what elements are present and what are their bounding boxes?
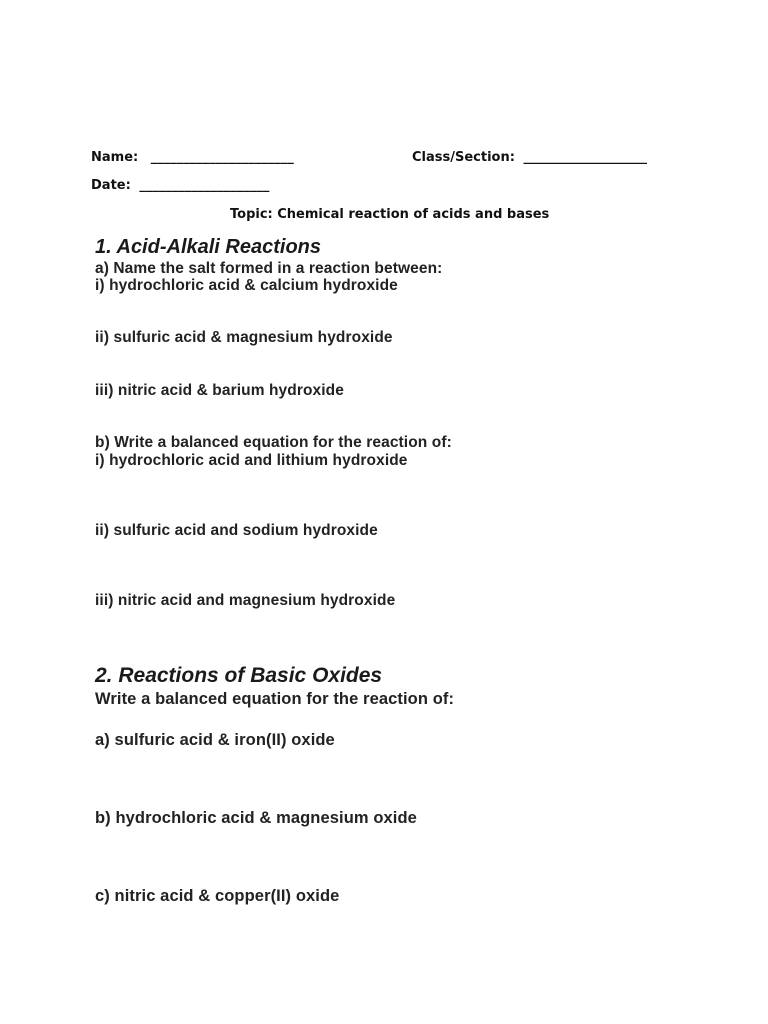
- section-2-item: a) sulfuric acid & iron(II) oxide: [95, 731, 335, 749]
- section-1-title: 1. Acid-Alkali Reactions: [95, 236, 321, 258]
- section-2-item: c) nitric acid & copper(II) oxide: [95, 887, 340, 905]
- topic-line: Topic: Chemical reaction of acids and bases: [230, 207, 550, 222]
- section-1-part-b-item: ii) sulfuric acid and sodium hydroxide: [95, 522, 378, 539]
- class-section-field: [412, 150, 647, 165]
- name-field: [91, 150, 294, 165]
- section-1-part-a-item: ii) sulfuric acid & magnesium hydroxide: [95, 329, 393, 346]
- class-section-blank: ___________________: [523, 150, 647, 165]
- section-1-part-a-item: iii) nitric acid & barium hydroxide: [95, 382, 344, 399]
- section-2-item: b) hydrochloric acid & magnesium oxide: [95, 809, 417, 827]
- name-blank: ______________________: [150, 150, 294, 165]
- class-section-label: Class/Section:: [412, 150, 515, 165]
- date-field: [91, 178, 269, 193]
- date-blank: ____________________: [139, 178, 270, 193]
- section-2-prompt: Write a balanced equation for the reaction of:: [95, 690, 455, 708]
- section-1-part-a-prompt: a) Name the salt formed in a reaction between:: [95, 260, 443, 277]
- date-label: Date:: [91, 178, 131, 193]
- section-1-part-b-item: i) hydrochloric acid and lithium hydroxide: [95, 452, 408, 469]
- section-1-part-b-item: iii) nitric acid and magnesium hydroxide: [95, 592, 396, 609]
- section-2-title: 2. Reactions of Basic Oxides: [95, 664, 383, 687]
- section-1-part-b-prompt: b) Write a balanced equation for the reaction of:: [95, 434, 452, 451]
- name-label: Name:: [91, 150, 139, 165]
- section-1-part-a-item: i) hydrochloric acid & calcium hydroxide: [95, 277, 398, 294]
